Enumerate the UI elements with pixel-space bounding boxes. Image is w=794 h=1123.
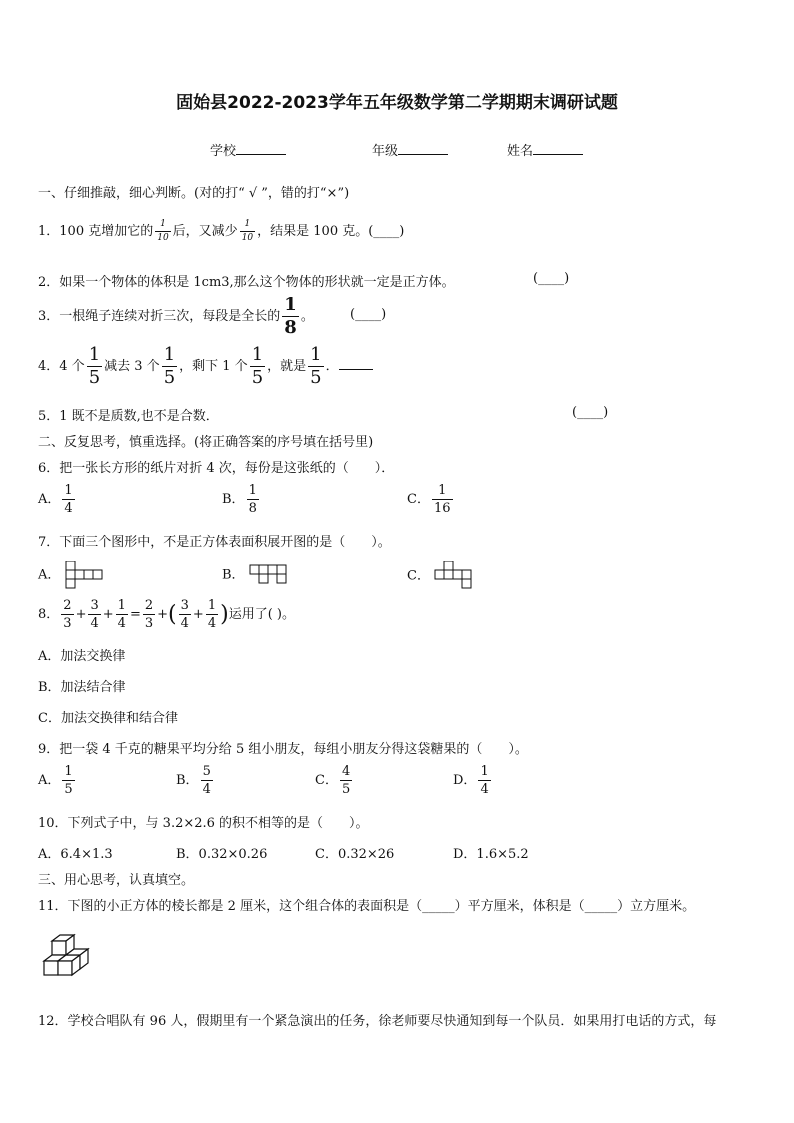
answer-blank[interactable] (339, 359, 373, 370)
question-11: 11．下图的小正方体的棱长都是 2 厘米，这个组合体的表面积是（_____）平方厘米，体积是（_____）立方厘米。 (38, 899, 696, 914)
section-1-heading: 一、仔细推敲，细心判断。(对的打“ √ ”，错的打“×”) (38, 186, 350, 201)
question-1: 1．100 克增加它的 $\frac{1}{10}$ 后，又减少 $\frac{1}{10}$ ，结果是 100 克。(____) (38, 219, 405, 243)
option-d[interactable]: D．1.6×5.2 (453, 847, 529, 862)
answer-paren[interactable]: (____) (533, 271, 570, 286)
question-8: 8． $\frac{2}{3}$ + $\frac{3}{4}$ + $\frac{1}{4}$ = $\frac{2}{3}$ +( $\frac{3}{4}$ + $\frac{1}{4}$ )运用了( )。 (38, 598, 295, 631)
option-c[interactable]: C． (407, 561, 478, 591)
fraction: $\frac{1}{5}$ (163, 344, 176, 388)
cube-assembly-figure (38, 933, 94, 989)
question-9: 9．把一袋 4 千克的糖果平均分给 5 组小朋友，每组小朋友分得这袋糖果的（ ）。 (38, 742, 528, 757)
question-3: 3．一根绳子连续对折三次，每段是全长的 $\frac{1}{8}$ 。 (38, 294, 314, 338)
option-a[interactable]: A．加法交换律 (38, 649, 126, 664)
fraction: $\frac{4}{5}$ (341, 764, 351, 797)
fraction: $\frac{1}{4}$ (480, 764, 489, 797)
fraction: $\frac{1}{8}$ (284, 294, 297, 338)
question-5: 5．1 既不是质数,也不是合数． (38, 409, 219, 424)
option-d[interactable]: D． $\frac{1}{4}$ (453, 764, 489, 797)
option-c[interactable]: C．加法交换律和结合律 (38, 711, 178, 726)
fraction: $\frac{1}{5}$ (310, 344, 322, 388)
option-b[interactable]: B．加法结合律 (38, 680, 126, 695)
fraction: $\frac{3}{4}$ (90, 598, 99, 631)
option-a[interactable]: A． (38, 561, 109, 589)
name-blank[interactable] (533, 142, 583, 155)
cube-net-figure-b (249, 561, 293, 589)
option-b[interactable]: B． $\frac{5}{4}$ (176, 764, 211, 797)
option-b[interactable]: B． $\frac{1}{8}$ (222, 483, 257, 516)
option-a[interactable]: A． $\frac{1}{4}$ (38, 483, 73, 516)
section-2-heading: 二、反复思考，慎重选择。(将正确答案的序号填在括号里) (38, 435, 374, 450)
fraction: $\frac{1}{16}$ (433, 483, 451, 516)
question-2: 2．如果一个物体的体积是 1cm3,那么这个物体的形状就一定是正方体。 (38, 275, 455, 290)
answer-paren[interactable]: (____) (572, 405, 609, 420)
fraction: $\frac{1}{5}$ (64, 764, 73, 797)
option-a[interactable]: A． $\frac{1}{5}$ (38, 764, 73, 797)
school-field: 学校 (210, 140, 286, 159)
cube-net-figure-c (434, 561, 478, 591)
fraction: $\frac{5}{4}$ (202, 764, 211, 797)
page-title: 固始县2022-2023学年五年级数学第二学期期末调研试题 (176, 93, 618, 113)
question-12: 12．学校合唱队有 96 人，假期里有一个紧急演出的任务，徐老师要尽快通知到每一个队员．如果用打电话的方式，每 (38, 1014, 717, 1029)
fraction: $\frac{1}{5}$ (251, 344, 264, 388)
name-field: 姓名 (507, 140, 583, 159)
fraction: $\frac{2}{3}$ (144, 598, 154, 631)
question-6: 6．把一张长方形的纸片对折 4 次，每份是这张纸的（ ）． (38, 461, 395, 476)
fraction: $\frac{1}{4}$ (117, 598, 126, 631)
option-c[interactable]: C． $\frac{1}{16}$ (407, 483, 451, 516)
option-c[interactable]: C． $\frac{4}{5}$ (315, 764, 351, 797)
option-a[interactable]: A．6.4×1.3 (38, 847, 113, 862)
fraction: $\frac{1}{5}$ (88, 344, 101, 388)
fraction: $\frac{1}{8}$ (248, 483, 257, 516)
question-7: 7．下面三个图形中，不是正方体表面积展开图的是（ ）。 (38, 535, 391, 550)
grade-blank[interactable] (398, 142, 448, 155)
school-blank[interactable] (236, 142, 286, 155)
fraction: $\frac{1}{10}$ (241, 219, 254, 243)
option-b[interactable]: B．0.32×0.26 (176, 847, 268, 862)
fraction: $\frac{1}{10}$ (157, 219, 169, 243)
question-10: 10．下列式子中，与 3.2×2.6 的积不相等的是（ ）。 (38, 816, 369, 831)
fraction: $\frac{2}{3}$ (63, 598, 72, 631)
answer-paren[interactable]: (____) (350, 307, 387, 322)
option-c[interactable]: C．0.32×26 (315, 847, 395, 862)
section-3-heading: 三、用心思考，认真填空。 (38, 873, 195, 888)
answer-paren[interactable]: (____) (368, 224, 405, 239)
option-b[interactable]: B． (222, 561, 293, 589)
grade-field: 年级 (372, 140, 448, 159)
question-4: 4．4 个 $\frac{1}{5}$ 减去 3 个 $\frac{1}{5}$ ，剩下 1 个 $\frac{1}{5}$ ，就是 $\frac{1}{5}$ ． (38, 346, 373, 387)
cube-net-figure-a (65, 561, 109, 589)
fraction: $\frac{3}{4}$ (180, 598, 189, 631)
fraction: $\frac{1}{4}$ (207, 598, 217, 631)
fraction: $\frac{1}{4}$ (64, 483, 73, 516)
